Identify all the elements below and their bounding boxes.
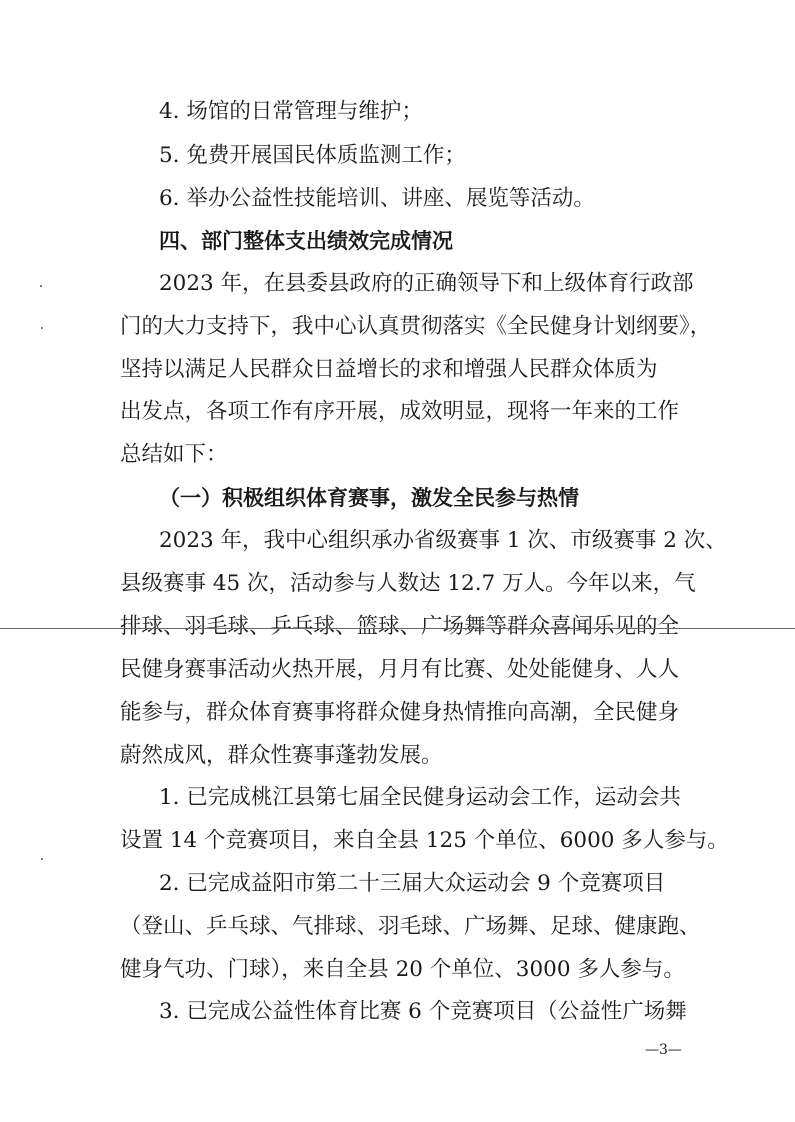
list-item-3: 3. 已完成公益性体育比赛 6 个竞赛项目（公益性广场舞 [159,999,687,1024]
paragraph-line: 设置 14 个竞赛项目，来自全县 125 个单位、6000 多人参与。 [120,828,729,853]
scan-speck [40,285,42,287]
scan-speck [41,327,43,329]
list-item-2: 2. 已完成益阳市第二十三届大众运动会 9 个竞赛项目 [159,871,666,896]
list-item-1: 1. 已完成桃江县第七届全民健身运动会工作，运动会共 [159,785,681,810]
paragraph-line: 蔚然成风，群众性赛事蓬勃发展。 [120,743,443,768]
scan-speck [41,858,43,860]
paragraph-line: 2023 年，我中心组织承办省级赛事 1 次、市级赛事 2 次、 [159,528,727,553]
section-heading-4: 四、部门整体支出绩效完成情况 [159,229,453,253]
paragraph-line: 门的大力支持下，我中心认真贯彻落实《全民健身计划纲要》， [120,314,712,339]
paragraph-line: 排球、羽毛球、乒乓球、篮球、广场舞等群众喜闻乐见的全 [120,614,680,639]
list-item-6: 6. 举办公益性技能培训、讲座、展览等活动。 [159,186,595,211]
paragraph-line: 总结如下： [120,442,228,467]
list-item-4: 4. 场馆的日常管理与维护； [159,99,423,124]
paragraph-line: 2023 年，在县委县政府的正确领导下和上级体育行政部 [159,271,694,296]
paragraph-line: 出发点，各项工作有序开展，成效明显，现将一年来的工作 [120,399,680,424]
page-number: —3— [645,1042,682,1058]
paragraph-line: 能参与，群众体育赛事将群众健身热情推向高潮，全民健身 [120,700,680,725]
paragraph-line: 坚持以满足人民群众日益增长的求和增强人民群众体质为 [120,357,658,382]
paragraph-line: 民健身赛事活动火热开展，月月有比赛、处处能健身、人人 [120,657,680,682]
paragraph-line: 健身气功、门球），来自全县 20 个单位、3000 多人参与。 [120,957,685,982]
subsection-heading-1: （一）积极组织体育赛事，激发全民参与热情 [159,486,579,510]
list-item-5: 5. 免费开展国民体质监测工作； [159,143,466,168]
scan-artifact-line [0,628,795,629]
paragraph-line: 县级赛事 45 次，活动参与人数达 12.7 万人。今年以来，气 [120,571,696,596]
paragraph-line: （登山、乒乓球、气排球、羽毛球、广场舞、足球、健康跑、 [120,914,701,939]
